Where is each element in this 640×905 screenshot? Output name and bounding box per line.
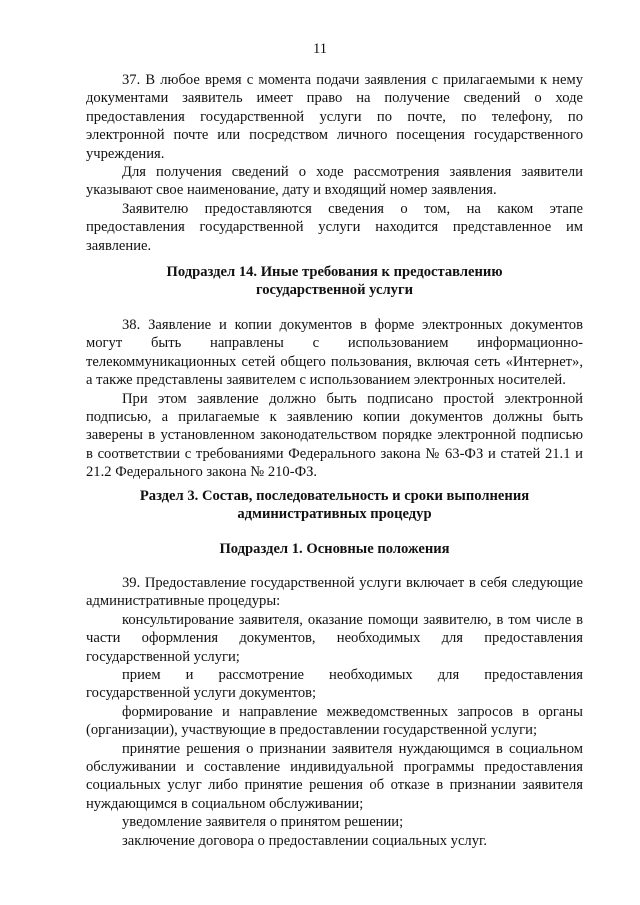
subsection-14-heading bbox=[86, 263, 583, 300]
paragraph-37: 37. В любое время с момента подачи заявления с прилагаемыми к нему документами заявитель имеет право на получение сведений о ходе предоставления государственной услуги по почте, по телефону, по электронной почте или посредством личного посещения государственного учреждения. bbox=[86, 72, 583, 162]
paragraph-38: 38. Заявление и копии документов в форме электронных документов могут быть направлены с использованием информационно-телекоммуникационных сетей общего пользования, включая сеть «Интернет», а также представлены заявителем с использованием электронных носителей. bbox=[86, 317, 583, 389]
subsection-1-heading bbox=[86, 540, 583, 558]
paragraph-status-info: Для получения сведений о ходе рассмотрения заявления заявители указывают свое наименование, дату и входящий номер заявления. bbox=[86, 164, 583, 199]
section-37 bbox=[86, 71, 583, 255]
page-number: 11 bbox=[312, 41, 328, 57]
subsection-1-heading-text: Подраздел 1. Основные положения bbox=[219, 541, 450, 557]
paragraph-39: 39. Предоставление государственной услуги включает в себя следующие административные процедуры: bbox=[86, 575, 583, 610]
subsection-14-heading-line2: государственной услуги bbox=[255, 282, 414, 299]
list-item: уведомление заявителя о принятом решении; bbox=[122, 814, 404, 831]
section-39 bbox=[86, 574, 583, 850]
list-item: консультирование заявителя, оказание помощи заявителю, в том числе в части оформления документов, необходимых для предоставления государственной услуги; bbox=[86, 611, 583, 665]
section-38 bbox=[86, 316, 583, 482]
list-item: формирование и направление межведомственных запросов в органы (организации), участвующие в предоставлении государственной услуги; bbox=[86, 703, 583, 739]
paragraph-stage-info: Заявителю предоставляются сведения о том, на каком этапе предоставления государственной услуги находится представленное им заявление. bbox=[86, 200, 583, 254]
list-item: принятие решения о признании заявителя нуждающимся в социальном обслуживании и составление индивидуальной программы предоставления социальных услуг либо принятие решения об отказе в признании заявителя нуждающимся в социальном обслуживании; bbox=[86, 740, 583, 812]
paragraph-signature: При этом заявление должно быть подписано простой электронной подписью, а прилагаемые к заявлению копии документов должны быть заверены в установленном законодательством порядке электронной подписью в соответствии с требованиями Федерального закона № 63-ФЗ и статей 21.1 и 21.2 Федерального закона № 210-ФЗ. bbox=[86, 390, 583, 481]
subsection-14-heading-line1: Подраздел 14. Иные требования к предоставлению bbox=[166, 264, 503, 280]
section-3-heading-line2: административных процедур bbox=[237, 506, 432, 523]
section-3-heading bbox=[86, 487, 583, 524]
list-item: прием и рассмотрение необходимых для предоставления государственной услуги документов; bbox=[86, 667, 583, 702]
list-item: заключение договора о предоставлении социальных услуг. bbox=[122, 832, 487, 849]
section-3-heading-line1: Раздел 3. Состав, последовательность и сроки выполнения bbox=[139, 488, 530, 504]
